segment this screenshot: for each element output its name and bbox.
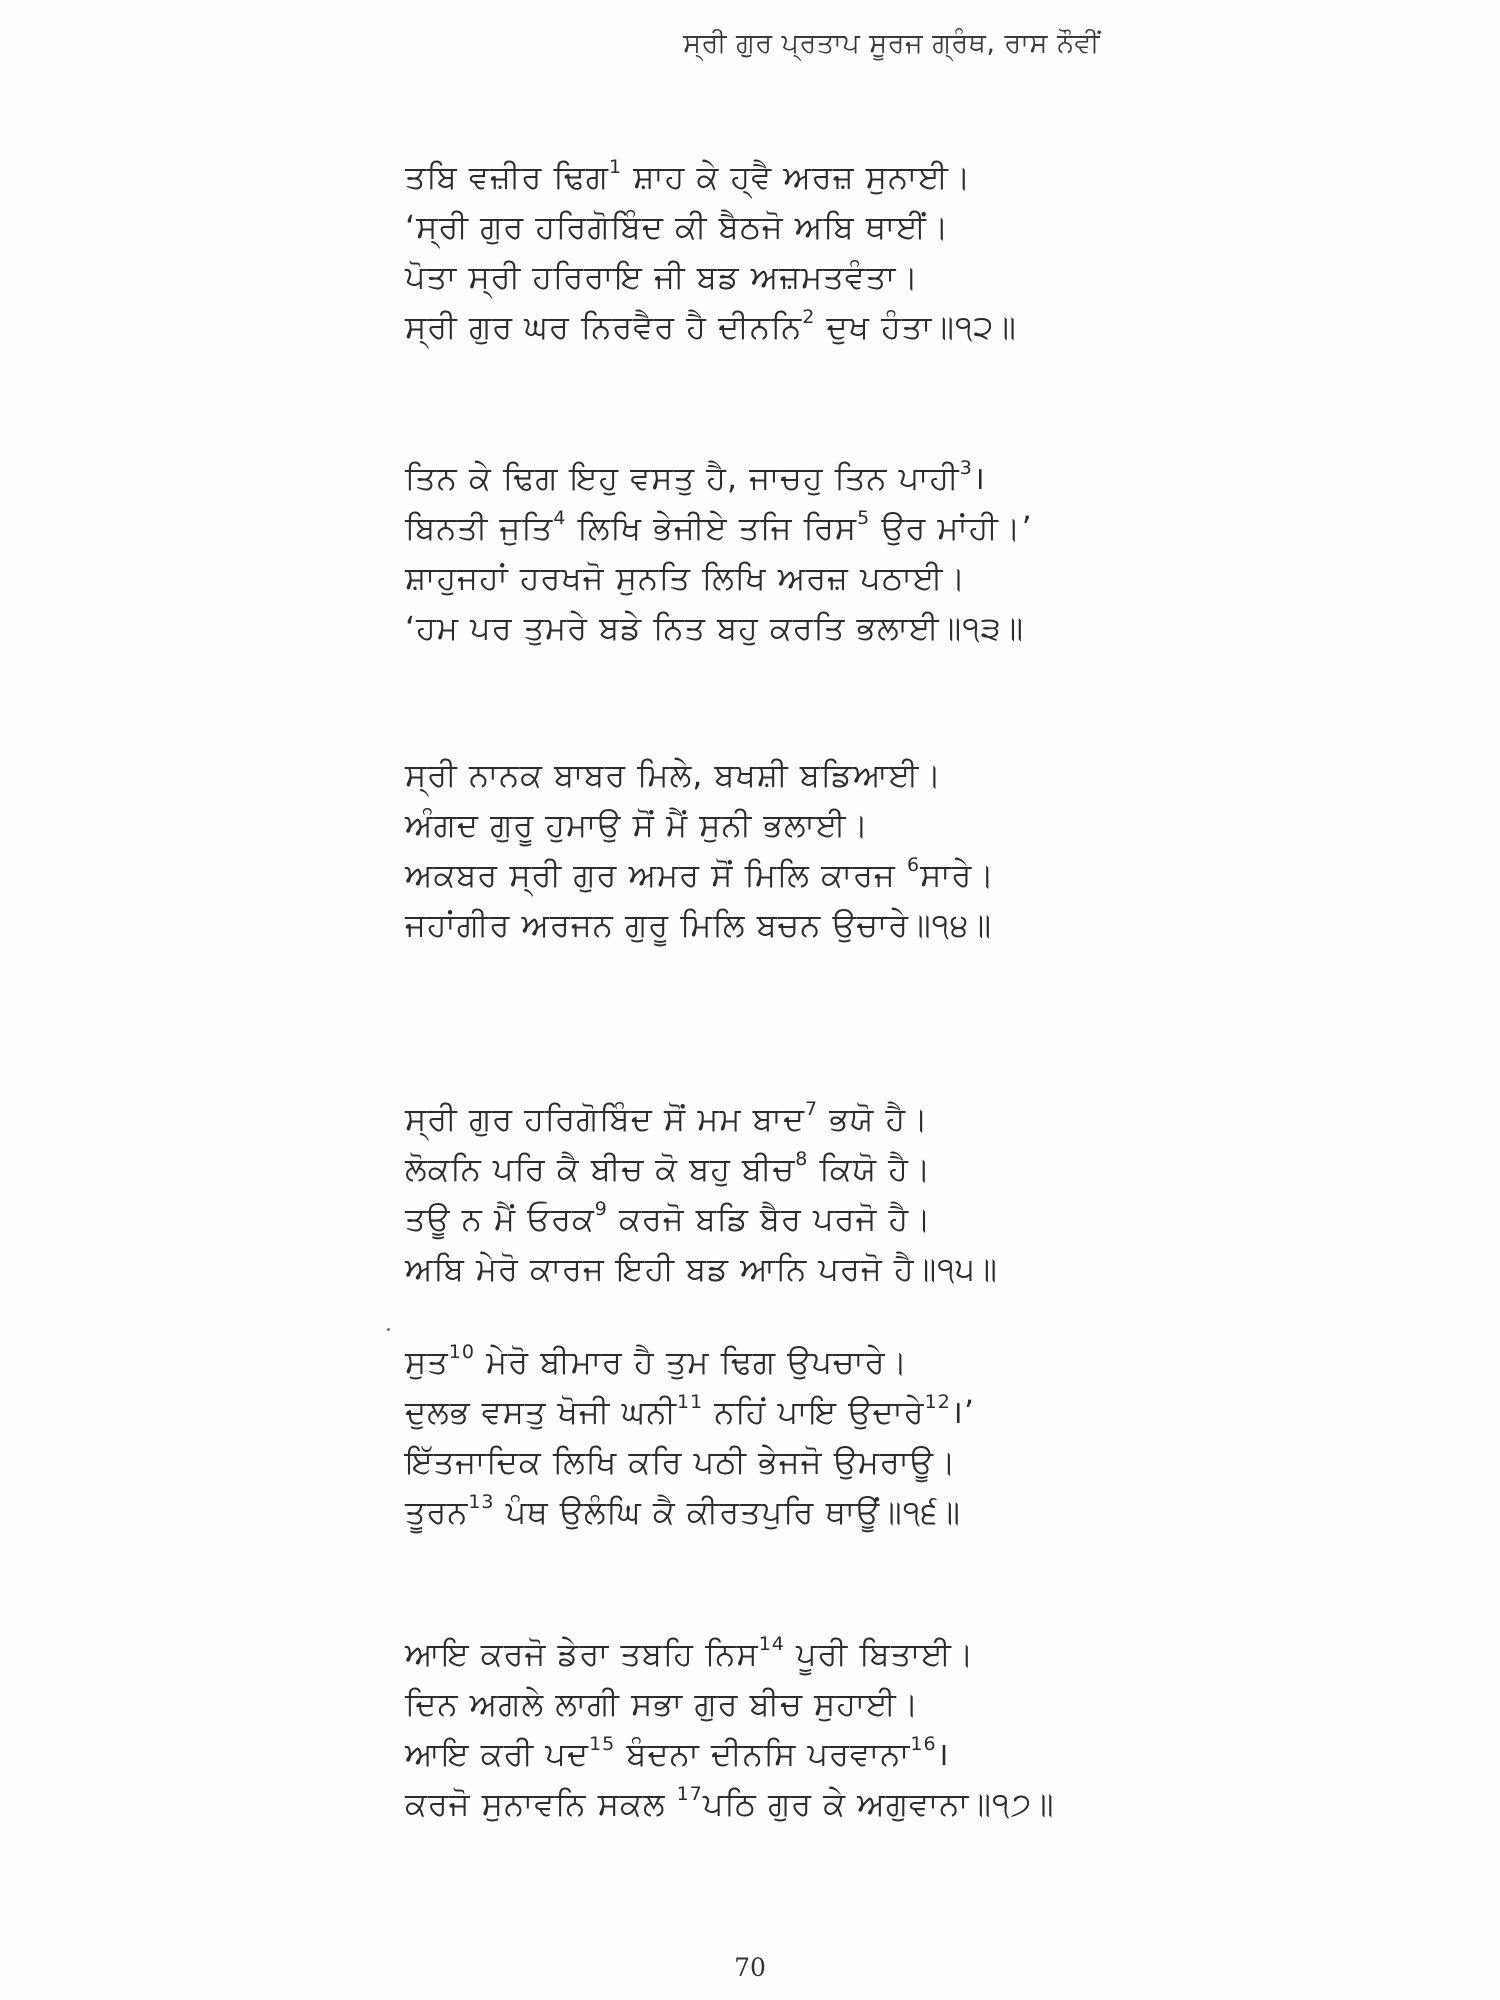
verse-text: ਤਿਨ ਕੇ ਢਿਗ ਇਹੁ ਵਸਤੁ ਹੈ, ਜਾਚਹੁ ਤਿਨ ਪਾਹੀ bbox=[405, 459, 960, 497]
verse-text: ‘ਸ੍ਰੀ ਗੁਰ ਹਰਿਗੋਬਿੰਦ ਕੀ ਬੈਠਜੋ ਅਬਿ ਥਾਈਂ। bbox=[405, 208, 950, 246]
verse-text: ਭਯੋ ਹੈ। bbox=[818, 1100, 929, 1138]
verse-line bbox=[405, 1337, 1205, 1387]
verse-line bbox=[405, 503, 1205, 553]
verse-text: ਸ਼ਾਹ ਕੇ ਹ੍ਵੈ ਅਰਜ਼ ਸੁਨਾਈ। bbox=[622, 158, 972, 196]
verse-line bbox=[405, 553, 1205, 603]
verse-line bbox=[405, 453, 1205, 503]
verse-text: ਕਰਜੋ ਬਡਿ ਬੈਰ ਪਰਜੋ ਹੈ। bbox=[607, 1200, 932, 1238]
verse-line bbox=[405, 1629, 1205, 1679]
verse-text: ਸ੍ਰੀ ਗੁਰ ਘਰ ਨਿਰਵੈਰ ਹੈ ਦੀਨਨਿ bbox=[405, 308, 803, 346]
footnote-marker: 2 bbox=[802, 306, 816, 329]
verse-text: ਦਿਨ ਅਗਲੇ ਲਾਗੀ ਸਭਾ ਗੁਰ ਬੀਚ ਸੁਹਾਈ। bbox=[405, 1685, 920, 1723]
verse-text: ‘ਹਮ ਪਰ ਤੁਮਰੇ ਬਡੇ ਨਿਤ ਬਹੁ ਕਰਤਿ ਭਲਾਈ॥੧੩॥ bbox=[405, 609, 1025, 647]
verse-text: । bbox=[936, 1735, 950, 1773]
verse-stanza bbox=[405, 453, 1205, 653]
verse-text: ਜਹਾਂਗੀਰ ਅਰਜਨ ਗੁਰੂ ਮਿਲਿ ਬਚਨ ਉਚਾਰੇ॥੧੪॥ bbox=[405, 906, 993, 944]
footnote-marker: 13 bbox=[468, 1491, 495, 1514]
verse-line bbox=[405, 152, 1205, 202]
page-number: 70 bbox=[734, 1953, 766, 1982]
verse-text: ਤਊ ਨ ਮੈਂ ਓਰਕ bbox=[405, 1200, 595, 1238]
verse-text: ਦੁਲਭ ਵਸਤੁ ਖੋਜੀ ਘਨੀ bbox=[405, 1393, 678, 1431]
footnote-marker: 5 bbox=[857, 507, 871, 530]
verse-text: ਕਰਜੋ ਸੁਨਾਵਨਿ ਸਕਲ bbox=[405, 1785, 677, 1823]
verse-line bbox=[405, 202, 1205, 252]
verse-line bbox=[405, 1487, 1205, 1537]
verse-line bbox=[405, 1387, 1205, 1437]
verse-text: ਪੰਥ ਉਲੰਘਿ ਕੈ ਕੀਰਤਪੁਰਿ ਥਾਊਂ॥੧੬॥ bbox=[494, 1493, 961, 1531]
verse-text: ਤਬਿ ਵਜ਼ੀਰ ਢਿਗ bbox=[405, 158, 609, 196]
verse-line bbox=[405, 1244, 1205, 1294]
verse-text: । bbox=[972, 459, 986, 497]
verse-text: ਪੂਰੀ ਬਿਤਾਈ। bbox=[784, 1635, 975, 1673]
verse-line bbox=[405, 252, 1205, 302]
running-header-title: ਸ੍ਰੀ ਗੁਰ ਪ੍ਰਤਾਪ ਸੂਰਜ ਗ੍ਰੰਥ, ਰਾਸ ਨੌਵੀਂ bbox=[683, 28, 1100, 59]
verse-text: ਲਿਖਿ ਭੇਜੀਏ ਤਜਿ ਰਿਸ bbox=[566, 509, 858, 547]
verse-text: ਸ੍ਰੀ ਗੁਰ ਹਰਿਗੋਬਿੰਦ ਸੋਂ ਮਮ ਬਾਦ bbox=[405, 1100, 806, 1138]
verse-text: ਨਹਿਂ ਪਾਇ ਉਦਾਰੇ bbox=[703, 1393, 925, 1431]
footnote-marker: 8 bbox=[795, 1148, 809, 1171]
verse-text: ਸੁਤ bbox=[405, 1343, 449, 1381]
footnote-marker: 14 bbox=[758, 1633, 785, 1656]
verse-stanza bbox=[405, 152, 1205, 352]
verse-stanza bbox=[405, 1094, 1205, 1294]
verse-text: ।’ bbox=[950, 1393, 976, 1431]
verse-text: ਅਕਬਰ ਸ੍ਰੀ ਗੁਰ ਅਮਰ ਸੋਂ ਮਿਲਿ ਕਾਰਜ bbox=[405, 856, 907, 894]
verse-text: ਦੁਖ ਹੰਤਾ॥੧੨॥ bbox=[815, 308, 1017, 346]
verse-text: ਇੱਤਜਾਦਿਕ ਲਿਖਿ ਕਰਿ ਪਠੀ ਭੇਜਜੋ ਉਮਰਾਊ। bbox=[405, 1443, 957, 1481]
verse-text: ਪੋਤਾ ਸ੍ਰੀ ਹਰਿਰਾਇ ਜੀ ਬਡ ਅਜ਼ਮਤਵੰਤਾ। bbox=[405, 258, 919, 296]
footnote-marker: 9 bbox=[594, 1198, 608, 1221]
verse-text: ਆਇ ਕਰੀ ਪਦ bbox=[405, 1735, 590, 1773]
footnote-marker: 4 bbox=[553, 507, 567, 530]
verse-line bbox=[405, 800, 1205, 850]
paper-speck bbox=[387, 1328, 390, 1331]
verse-line bbox=[405, 1779, 1205, 1829]
footnote-marker: 1 bbox=[608, 156, 623, 179]
footnote-marker: 7 bbox=[805, 1098, 819, 1121]
verse-text: ਸ੍ਰੀ ਨਾਨਕ ਬਾਬਰ ਮਿਲੇ, ਬਖਸ਼ੀ ਬਡਿਆਈ। bbox=[405, 756, 943, 794]
verse-line bbox=[405, 1194, 1205, 1244]
verse-text: ਅਬਿ ਮੇਰੋ ਕਾਰਜ ਇਹੀ ਬਡ ਆਨਿ ਪਰਜੋ ਹੈ॥੧੫॥ bbox=[405, 1250, 998, 1288]
verse-line bbox=[405, 900, 1205, 950]
verse-line bbox=[405, 603, 1205, 653]
verse-text: ਬੰਦਨਾ ਦੀਨਸਿ ਪਰਵਾਨਾ bbox=[615, 1735, 911, 1773]
verse-text: ਸ਼ਾਹੁਜਹਾਂ ਹਰਖਜੋ ਸੁਨਤਿ ਲਿਖਿ ਅਰਜ਼ ਪਠਾਈ। bbox=[405, 559, 967, 597]
verse-text: ਪਠਿ ਗੁਰ ਕੇ ਅਗੁਵਾਨਾ॥੧੭॥ bbox=[702, 1785, 1055, 1823]
verse-text: ਕਿਯੋ ਹੈ। bbox=[808, 1150, 932, 1188]
footnote-marker: 16 bbox=[910, 1733, 937, 1756]
footnote-marker: 12 bbox=[924, 1391, 951, 1414]
footnote-marker: 10 bbox=[448, 1341, 475, 1364]
verse-text: ਲੋਕਨਿ ਪਰਿ ਕੈ ਬੀਚ ਕੋ ਬਹੁ ਬੀਚ bbox=[405, 1150, 796, 1188]
verse-line bbox=[405, 850, 1205, 900]
verse-line bbox=[405, 1094, 1205, 1144]
footnote-marker: 15 bbox=[589, 1733, 616, 1756]
verse-line bbox=[405, 1437, 1205, 1487]
verse-line bbox=[405, 1729, 1205, 1779]
verse-line bbox=[405, 750, 1205, 800]
verse-text: ਤੂਰਨ bbox=[405, 1493, 469, 1531]
verse-line bbox=[405, 1144, 1205, 1194]
verse-text: ਬਿਨਤੀ ਜੁਤਿ bbox=[405, 509, 554, 547]
verse-line bbox=[405, 1679, 1205, 1729]
footnote-marker: 3 bbox=[959, 457, 973, 480]
verse-text: ਉਰ ਮਾਂਹੀ।’ bbox=[870, 509, 1033, 547]
verse-stanza bbox=[405, 750, 1205, 950]
footnote-marker: 17 bbox=[676, 1783, 703, 1806]
verse-text: ਅੰਗਦ ਗੁਰੂ ਹੁਮਾਉ ਸੋਂ ਮੈਂ ਸੁਨੀ ਭਲਾਈ। bbox=[405, 806, 870, 844]
verse-text: ਆਇ ਕਰਜੋ ਡੇਰਾ ਤਬਹਿ ਨਿਸ bbox=[405, 1635, 759, 1673]
verse-text: ਮੇਰੋ ਬੀਮਾਰ ਹੈ ਤੁਮ ਢਿਗ ਉਪਚਾਰੇ। bbox=[474, 1343, 909, 1381]
verse-stanza bbox=[405, 1337, 1205, 1537]
footnote-marker: 6 bbox=[907, 854, 921, 877]
footnote-marker: 11 bbox=[677, 1391, 704, 1414]
verse-line bbox=[405, 302, 1205, 352]
verse-text: ਸਾਰੇ। bbox=[920, 856, 995, 894]
verse-stanza bbox=[405, 1629, 1205, 1829]
